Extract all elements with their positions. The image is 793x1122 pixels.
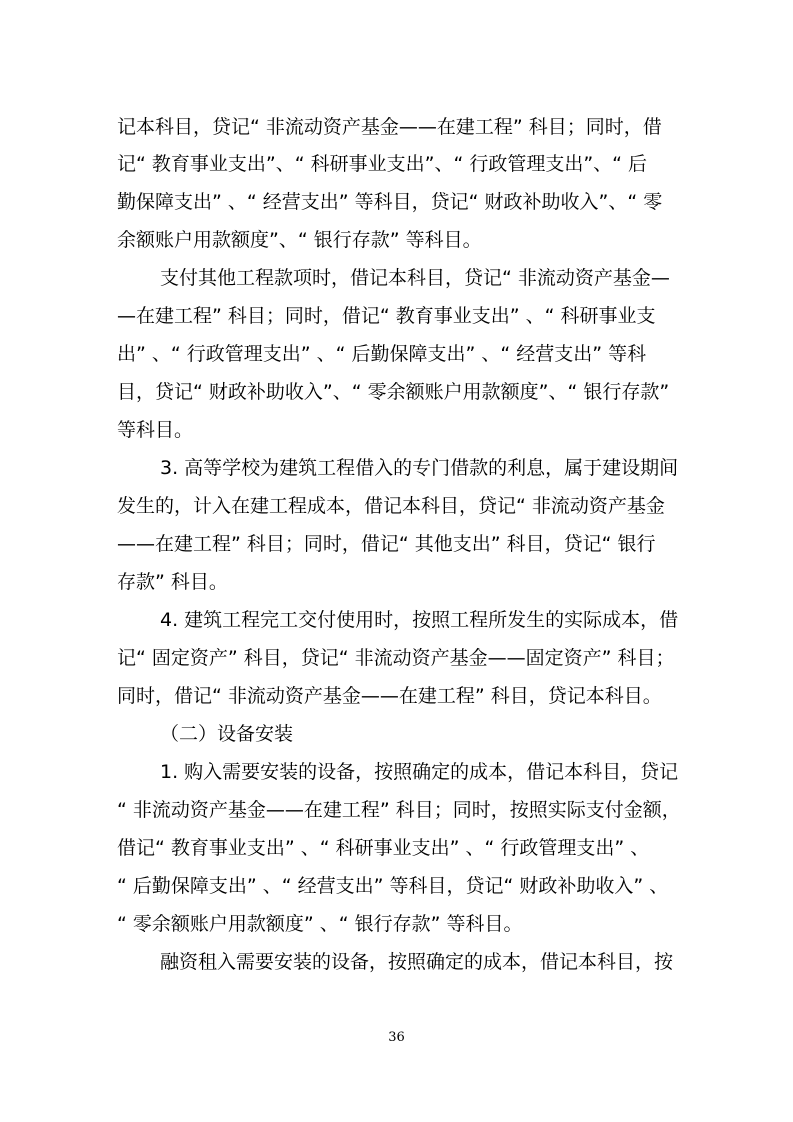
paragraph-first-line: 支付其他工程款项时，借记本科目，贷记“ 非流动资产基金— (160, 267, 670, 289)
paragraph-first-line: 4. 建筑工程完工交付使用时，按照工程所发生的实际成本，借 (160, 609, 679, 631)
text-line: 目，贷记“ 财政补助收入”、“ 零余额账户用款额度”、“ 银行存款” (117, 381, 670, 403)
text-line: 存款” 科目。 (117, 571, 228, 593)
text-line: “ 后勤保障支出” 、“ 经营支出” 等科目，贷记“ 财政补助收入” 、 (117, 875, 669, 897)
text-line: 出” 、“ 行政管理支出” 、“ 后勤保障支出” 、“ 经营支出” 等科 (117, 343, 647, 365)
text-line: 同时，借记“ 非流动资产基金——在建工程” 科目，贷记本科目。 (117, 685, 662, 707)
paragraph-first-line: 融资租入需要安装的设备，按照确定的成本，借记本科目，按 (160, 951, 674, 973)
text-line: 勤保障支出” 、“ 经营支出” 等科目，贷记“ 财政补助收入”、“ 零 (117, 191, 663, 213)
text-line: 记本科目，贷记“ 非流动资产基金——在建工程” 科目；同时，借 (117, 116, 662, 138)
text-line: 借记“ 教育事业支出” 、“ 科研事业支出” 、“ 行政管理支出” 、 (117, 837, 650, 859)
page-number: 36 (388, 1030, 405, 1045)
text-line: 记“ 固定资产” 科目，贷记“ 非流动资产基金——固定资产” 科目； (117, 647, 675, 669)
paragraph-first-line: 1. 购入需要安装的设备，按照确定的成本，借记本科目，贷记 (160, 761, 679, 783)
text-line: ——在建工程” 科目；同时，借记“ 其他支出” 科目，贷记“ 银行 (117, 533, 656, 555)
text-line: 记“ 教育事业支出”、“ 科研事业支出”、“ 行政管理支出”、“ 后 (117, 153, 648, 175)
text-line: “ 非流动资产基金——在建工程” 科目；同时，按照实际支付金额， (117, 799, 681, 821)
text-line: 余额账户用款额度”、“ 银行存款” 等科目。 (117, 229, 482, 251)
text-line: 发生的，计入在建工程成本，借记本科目，贷记“ 非流动资产基金 (117, 495, 665, 517)
text-line: “ 零余额账户用款额度” 、“ 银行存款” 等科目。 (117, 913, 523, 935)
text-line: 等科目。 (117, 419, 194, 441)
section-heading: （二）设备安装 (160, 723, 294, 745)
paragraph-first-line: 3. 高等学校为建筑工程借入的专门借款的利息，属于建设期间 (160, 457, 679, 479)
text-line: —在建工程” 科目；同时，借记“ 教育事业支出” 、“ 科研事业支 (117, 305, 656, 327)
